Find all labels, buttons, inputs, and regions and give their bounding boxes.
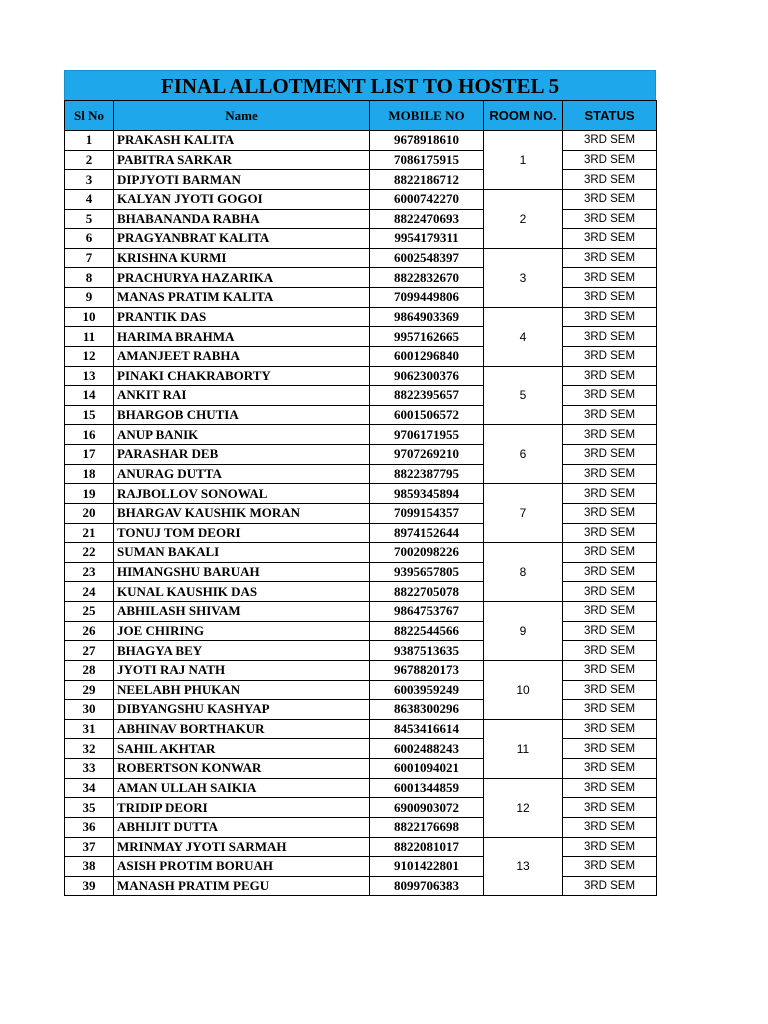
status-cell: 3RD SEM	[563, 660, 657, 680]
mobile-cell: 8099706383	[370, 876, 484, 896]
sl-no-cell: 34	[65, 778, 114, 798]
table-row	[65, 248, 657, 268]
sl-no-cell: 24	[65, 582, 114, 602]
table-row	[65, 857, 657, 877]
table-row	[65, 778, 657, 798]
table-row	[65, 268, 657, 288]
name-cell: PRACHURYA HAZARIKA	[114, 268, 370, 288]
status-cell: 3RD SEM	[563, 778, 657, 798]
table-row	[65, 346, 657, 366]
sl-no-cell: 33	[65, 759, 114, 779]
sl-no-cell: 30	[65, 700, 114, 720]
sl-no-cell: 25	[65, 602, 114, 622]
mobile-cell: 8822387795	[370, 464, 484, 484]
mobile-cell: 9678918610	[370, 131, 484, 151]
sl-no-cell: 29	[65, 680, 114, 700]
mobile-cell: 7099449806	[370, 288, 484, 308]
table-row	[65, 189, 657, 209]
name-cell: AMAN ULLAH SAIKIA	[114, 778, 370, 798]
status-cell: 3RD SEM	[563, 817, 657, 837]
sl-no-cell: 37	[65, 837, 114, 857]
status-cell: 3RD SEM	[563, 386, 657, 406]
mobile-cell: 6001094021	[370, 759, 484, 779]
table-row	[65, 464, 657, 484]
mobile-cell: 8822186712	[370, 170, 484, 190]
mobile-cell: 7002098226	[370, 543, 484, 563]
name-cell: RAJBOLLOV SONOWAL	[114, 484, 370, 504]
status-cell: 3RD SEM	[563, 170, 657, 190]
status-cell: 3RD SEM	[563, 680, 657, 700]
sl-no-cell: 39	[65, 876, 114, 896]
name-cell: ANUP BANIK	[114, 425, 370, 445]
status-cell: 3RD SEM	[563, 425, 657, 445]
status-cell: 3RD SEM	[563, 739, 657, 759]
table-row	[65, 660, 657, 680]
name-cell: PRANTIK DAS	[114, 307, 370, 327]
name-cell: ABHILASH SHIVAM	[114, 602, 370, 622]
room-cell: 9	[484, 602, 563, 661]
table-row	[65, 739, 657, 759]
name-cell: BHABANANDA RABHA	[114, 209, 370, 229]
name-cell: HARIMA BRAHMA	[114, 327, 370, 347]
room-cell: 5	[484, 366, 563, 425]
status-cell: 3RD SEM	[563, 602, 657, 622]
table-row	[65, 484, 657, 504]
room-cell: 13	[484, 837, 563, 896]
table-row	[65, 523, 657, 543]
sl-no-cell: 20	[65, 503, 114, 523]
table-row	[65, 543, 657, 563]
status-cell: 3RD SEM	[563, 621, 657, 641]
status-cell: 3RD SEM	[563, 759, 657, 779]
room-cell: 2	[484, 189, 563, 248]
status-cell: 3RD SEM	[563, 248, 657, 268]
mobile-cell: 9957162665	[370, 327, 484, 347]
name-cell: PARASHAR DEB	[114, 445, 370, 465]
name-cell: MANAS PRATIM KALITA	[114, 288, 370, 308]
mobile-cell: 6002548397	[370, 248, 484, 268]
sl-no-cell: 2	[65, 150, 114, 170]
table-row	[65, 876, 657, 896]
name-cell: MRINMAY JYOTI SARMAH	[114, 837, 370, 857]
table-row	[65, 602, 657, 622]
sl-no-cell: 23	[65, 562, 114, 582]
table-row	[65, 445, 657, 465]
name-cell: ANURAG DUTTA	[114, 464, 370, 484]
column-header-status: STATUS	[563, 101, 657, 131]
table-row	[65, 719, 657, 739]
status-cell: 3RD SEM	[563, 543, 657, 563]
room-cell: 10	[484, 660, 563, 719]
room-cell: 6	[484, 425, 563, 484]
status-cell: 3RD SEM	[563, 464, 657, 484]
table-row	[65, 582, 657, 602]
sl-no-cell: 27	[65, 641, 114, 661]
status-cell: 3RD SEM	[563, 582, 657, 602]
name-cell: NEELABH PHUKAN	[114, 680, 370, 700]
table-row	[65, 837, 657, 857]
sl-no-cell: 28	[65, 660, 114, 680]
name-cell: JYOTI RAJ NATH	[114, 660, 370, 680]
status-cell: 3RD SEM	[563, 366, 657, 386]
name-cell: KALYAN JYOTI GOGOI	[114, 189, 370, 209]
header-row	[65, 101, 657, 131]
status-cell: 3RD SEM	[563, 798, 657, 818]
status-cell: 3RD SEM	[563, 229, 657, 249]
name-cell: TRIDIP DEORI	[114, 798, 370, 818]
table-row	[65, 405, 657, 425]
mobile-cell: 7099154357	[370, 503, 484, 523]
sl-no-cell: 19	[65, 484, 114, 504]
mobile-cell: 8638300296	[370, 700, 484, 720]
sl-no-cell: 6	[65, 229, 114, 249]
sl-no-cell: 16	[65, 425, 114, 445]
table-row	[65, 680, 657, 700]
column-header-mobile: MOBILE NO	[370, 101, 484, 131]
name-cell: ABHIJIT DUTTA	[114, 817, 370, 837]
sl-no-cell: 26	[65, 621, 114, 641]
mobile-cell: 8822832670	[370, 268, 484, 288]
status-cell: 3RD SEM	[563, 346, 657, 366]
mobile-cell: 8453416614	[370, 719, 484, 739]
mobile-cell: 9678820173	[370, 660, 484, 680]
status-cell: 3RD SEM	[563, 719, 657, 739]
mobile-cell: 9387513635	[370, 641, 484, 661]
table-row	[65, 229, 657, 249]
table-row	[65, 562, 657, 582]
name-cell: ROBERTSON KONWAR	[114, 759, 370, 779]
room-cell: 4	[484, 307, 563, 366]
room-cell: 12	[484, 778, 563, 837]
name-cell: SAHIL AKHTAR	[114, 739, 370, 759]
mobile-cell: 8974152644	[370, 523, 484, 543]
page-title: FINAL ALLOTMENT LIST TO HOSTEL 5	[64, 70, 656, 100]
status-cell: 3RD SEM	[563, 484, 657, 504]
table-row	[65, 641, 657, 661]
room-cell: 7	[484, 484, 563, 543]
column-header-name: Name	[114, 101, 370, 131]
sl-no-cell: 11	[65, 327, 114, 347]
table-row	[65, 209, 657, 229]
room-cell: 3	[484, 248, 563, 307]
sl-no-cell: 10	[65, 307, 114, 327]
name-cell: DIPJYOTI BARMAN	[114, 170, 370, 190]
mobile-cell: 7086175915	[370, 150, 484, 170]
mobile-cell: 9859345894	[370, 484, 484, 504]
table-row	[65, 386, 657, 406]
mobile-cell: 8822544566	[370, 621, 484, 641]
table-row	[65, 798, 657, 818]
status-cell: 3RD SEM	[563, 209, 657, 229]
table-row	[65, 621, 657, 641]
sl-no-cell: 31	[65, 719, 114, 739]
status-cell: 3RD SEM	[563, 405, 657, 425]
sl-no-cell: 15	[65, 405, 114, 425]
status-cell: 3RD SEM	[563, 641, 657, 661]
room-cell: 8	[484, 543, 563, 602]
name-cell: KUNAL KAUSHIK DAS	[114, 582, 370, 602]
mobile-cell: 9864903369	[370, 307, 484, 327]
table-row	[65, 327, 657, 347]
table-row	[65, 307, 657, 327]
sl-no-cell: 12	[65, 346, 114, 366]
table-body	[65, 131, 657, 896]
name-cell: PABITRA SARKAR	[114, 150, 370, 170]
sl-no-cell: 1	[65, 131, 114, 151]
name-cell: ABHINAV BORTHAKUR	[114, 719, 370, 739]
name-cell: ANKIT RAI	[114, 386, 370, 406]
sl-no-cell: 9	[65, 288, 114, 308]
status-cell: 3RD SEM	[563, 876, 657, 896]
mobile-cell: 9101422801	[370, 857, 484, 877]
status-cell: 3RD SEM	[563, 189, 657, 209]
table-row	[65, 759, 657, 779]
name-cell: KRISHNA KURMI	[114, 248, 370, 268]
name-cell: BHARGOB CHUTIA	[114, 405, 370, 425]
table-row	[65, 150, 657, 170]
status-cell: 3RD SEM	[563, 288, 657, 308]
name-cell: HIMANGSHU BARUAH	[114, 562, 370, 582]
mobile-cell: 6900903072	[370, 798, 484, 818]
allotment-table	[64, 100, 657, 896]
sl-no-cell: 32	[65, 739, 114, 759]
room-cell: 11	[484, 719, 563, 778]
mobile-cell: 9395657805	[370, 562, 484, 582]
sl-no-cell: 3	[65, 170, 114, 190]
status-cell: 3RD SEM	[563, 307, 657, 327]
name-cell: ASISH PROTIM BORUAH	[114, 857, 370, 877]
name-cell: AMANJEET RABHA	[114, 346, 370, 366]
name-cell: DIBYANGSHU KASHYAP	[114, 700, 370, 720]
status-cell: 3RD SEM	[563, 150, 657, 170]
name-cell: JOE CHIRING	[114, 621, 370, 641]
sl-no-cell: 5	[65, 209, 114, 229]
sl-no-cell: 22	[65, 543, 114, 563]
name-cell: BHARGAV KAUSHIK MORAN	[114, 503, 370, 523]
name-cell: PRAKASH KALITA	[114, 131, 370, 151]
name-cell: SUMAN BAKALI	[114, 543, 370, 563]
sl-no-cell: 14	[65, 386, 114, 406]
name-cell: BHAGYA BEY	[114, 641, 370, 661]
status-cell: 3RD SEM	[563, 523, 657, 543]
mobile-cell: 6002488243	[370, 739, 484, 759]
mobile-cell: 9864753767	[370, 602, 484, 622]
status-cell: 3RD SEM	[563, 837, 657, 857]
status-cell: 3RD SEM	[563, 327, 657, 347]
sl-no-cell: 36	[65, 817, 114, 837]
table-row	[65, 170, 657, 190]
mobile-cell: 9954179311	[370, 229, 484, 249]
sl-no-cell: 21	[65, 523, 114, 543]
mobile-cell: 6000742270	[370, 189, 484, 209]
mobile-cell: 8822470693	[370, 209, 484, 229]
mobile-cell: 8822176698	[370, 817, 484, 837]
table-row	[65, 131, 657, 151]
mobile-cell: 6003959249	[370, 680, 484, 700]
name-cell: PINAKI CHAKRABORTY	[114, 366, 370, 386]
mobile-cell: 8822395657	[370, 386, 484, 406]
mobile-cell: 9062300376	[370, 366, 484, 386]
mobile-cell: 8822081017	[370, 837, 484, 857]
sl-no-cell: 35	[65, 798, 114, 818]
sl-no-cell: 8	[65, 268, 114, 288]
name-cell: MANASH PRATIM PEGU	[114, 876, 370, 896]
sl-no-cell: 17	[65, 445, 114, 465]
status-cell: 3RD SEM	[563, 503, 657, 523]
name-cell: PRAGYANBRAT KALITA	[114, 229, 370, 249]
table-row	[65, 288, 657, 308]
table-row	[65, 503, 657, 523]
sl-no-cell: 18	[65, 464, 114, 484]
table-row	[65, 366, 657, 386]
mobile-cell: 6001296840	[370, 346, 484, 366]
table-row	[65, 817, 657, 837]
status-cell: 3RD SEM	[563, 445, 657, 465]
status-cell: 3RD SEM	[563, 700, 657, 720]
room-cell: 1	[484, 131, 563, 190]
sl-no-cell: 4	[65, 189, 114, 209]
table-row	[65, 700, 657, 720]
status-cell: 3RD SEM	[563, 131, 657, 151]
status-cell: 3RD SEM	[563, 857, 657, 877]
sl-no-cell: 38	[65, 857, 114, 877]
sl-no-cell: 13	[65, 366, 114, 386]
status-cell: 3RD SEM	[563, 268, 657, 288]
mobile-cell: 9707269210	[370, 445, 484, 465]
mobile-cell: 6001506572	[370, 405, 484, 425]
table-row	[65, 425, 657, 445]
mobile-cell: 8822705078	[370, 582, 484, 602]
allotment-sheet	[64, 70, 656, 896]
column-header-room: ROOM NO.	[484, 101, 563, 131]
name-cell: TONUJ TOM DEORI	[114, 523, 370, 543]
column-header-sl-no: Sl No	[65, 101, 114, 131]
status-cell: 3RD SEM	[563, 562, 657, 582]
sl-no-cell: 7	[65, 248, 114, 268]
mobile-cell: 9706171955	[370, 425, 484, 445]
mobile-cell: 6001344859	[370, 778, 484, 798]
